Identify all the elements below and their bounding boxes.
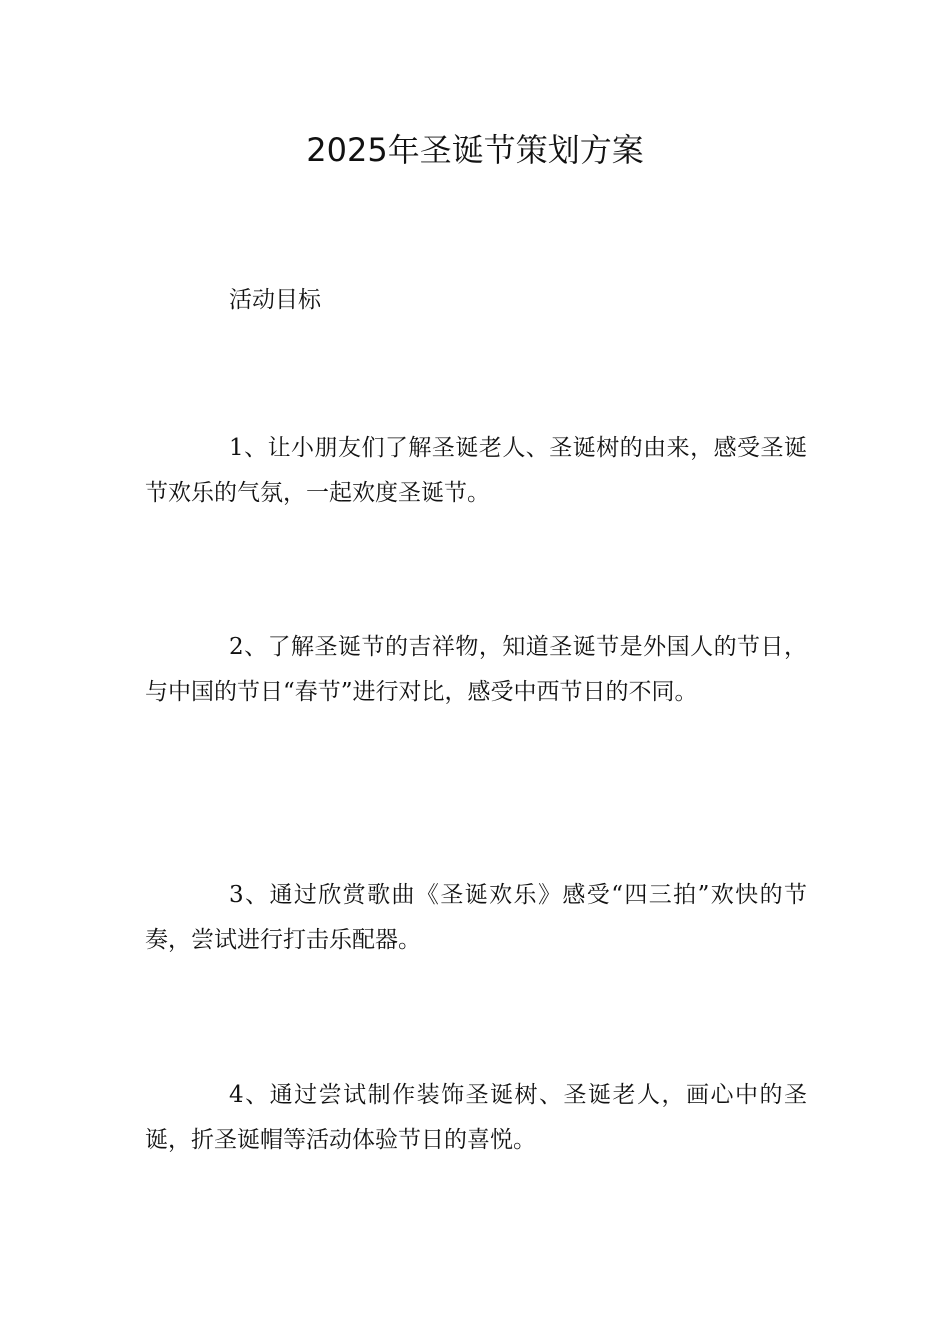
paragraph-1: 1、让小朋友们了解圣诞老人、圣诞树的由来，感受圣诞节欢乐的气氛，一起欢度圣诞节。	[145, 435, 807, 506]
paragraph-4: 4、通过尝试制作装饰圣诞树、圣诞老人，画心中的圣诞，折圣诞帽等活动体验节日的喜悦。	[145, 1082, 807, 1153]
paragraph-3: 3、通过欣赏歌曲《圣诞欢乐》感受“四三拍”欢快的节奏，尝试进行打击乐配器。	[145, 882, 807, 953]
paragraph-2: 2、了解圣诞节的吉祥物，知道圣诞节是外国人的节日，与中国的节日“春节”进行对比，感受中西节日的不同。	[145, 634, 807, 705]
section-heading: 活动目标	[229, 287, 321, 313]
document-title: 2025年圣诞节策划方案	[306, 131, 644, 169]
